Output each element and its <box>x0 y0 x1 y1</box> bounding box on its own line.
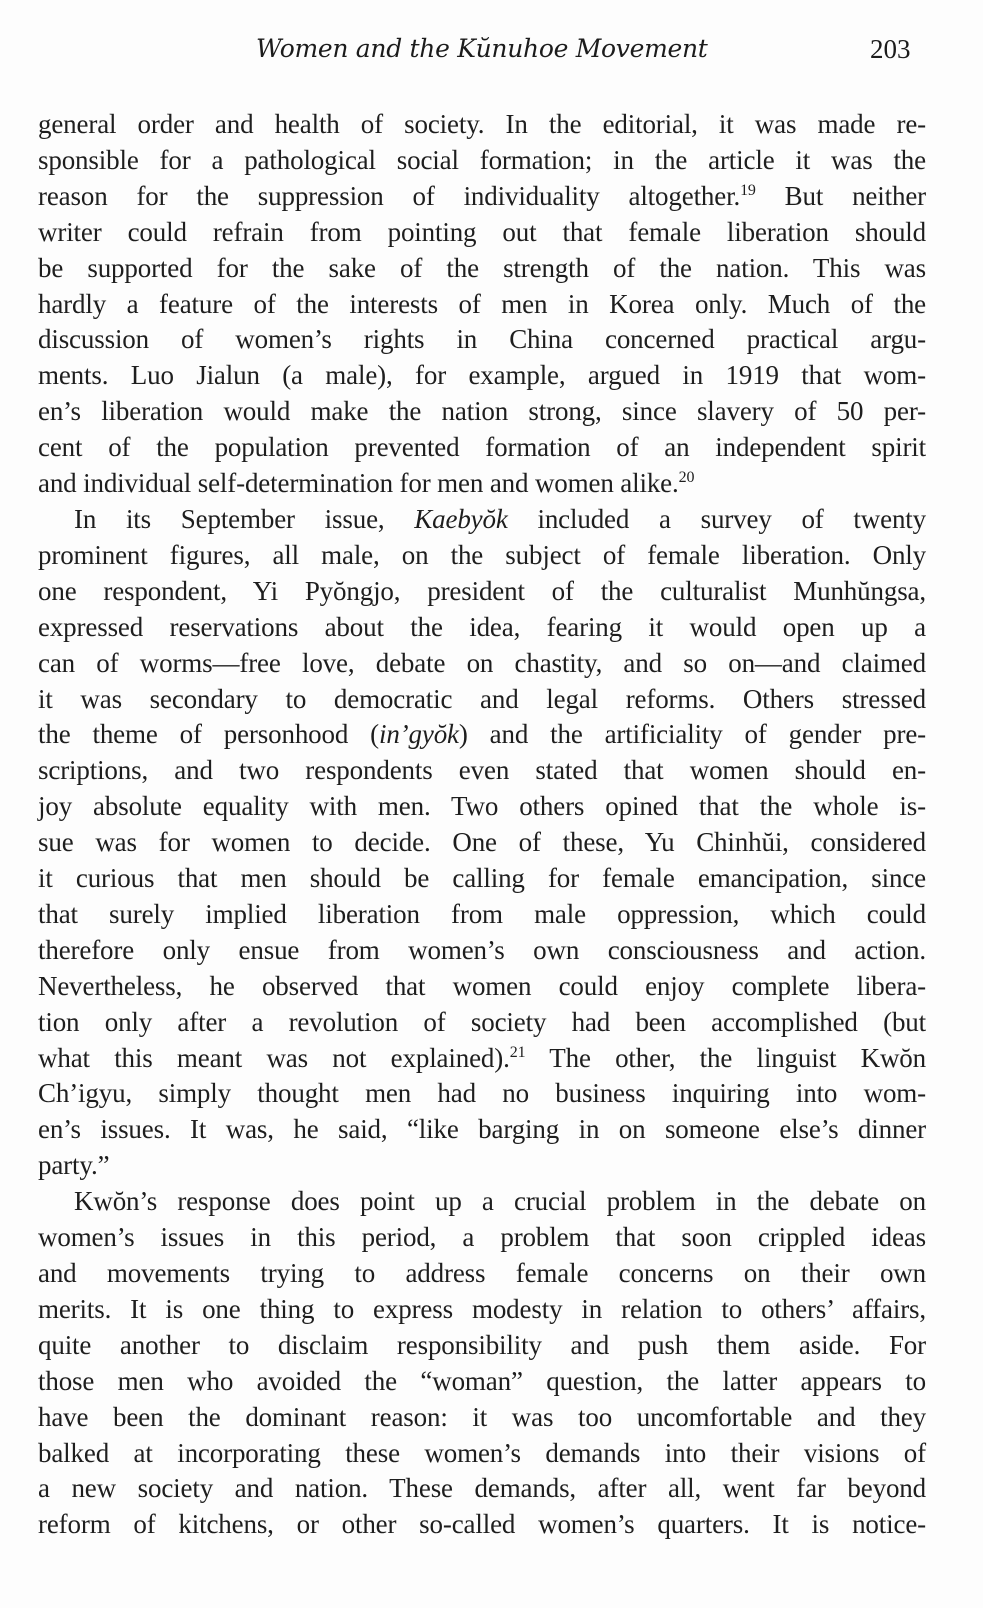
running-header-title: Women and the Kŭnuhoe Movement <box>256 34 708 63</box>
text-line: prominent figures, all male, on the subject of female liberation. Only <box>38 539 926 570</box>
italic-term: Kaebyŏk <box>414 503 508 534</box>
text-line: the theme of personhood (in’gyŏk) and the artificiality of gender pre- <box>38 719 926 750</box>
body-text <box>38 107 926 1543</box>
text-line: en’s liberation would make the nation strong, since slavery of 50 per- <box>38 396 926 427</box>
footnote-reference[interactable]: 20 <box>678 469 695 487</box>
text-line: it was secondary to democratic and legal reforms. Others stressed <box>38 683 926 714</box>
text-line: that surely implied liberation from male oppression, which could <box>38 898 926 929</box>
text-line: reason for the suppression of individuality altogether.$^{19}$ But neither <box>38 180 926 211</box>
text-line: ments. Luo Jialun (a male), for example, argued in 1919 that wom- <box>38 360 926 391</box>
text-line: be supported for the sake of the strength of the nation. This was <box>38 252 926 283</box>
text-line: Nevertheless, he observed that women could enjoy complete libera- <box>38 970 926 1001</box>
text-line: joy absolute equality with men. Two others opined that the whole is- <box>38 791 926 822</box>
text-line: party.” <box>38 1150 110 1181</box>
text-line: therefore only ensue from women’s own consciousness and action. <box>38 934 926 965</box>
text-line: reform of kitchens, or other so-called women’s quarters. It is notice- <box>38 1509 926 1540</box>
footnote-reference[interactable]: 19 <box>740 181 756 199</box>
text-line: sue was for women to decide. One of these, Yu Chinhŭi, considered <box>38 827 926 858</box>
text-line: and individual self-determination for men and women alike.$^{20}$ <box>38 468 695 499</box>
text-line: can of worms—free love, debate on chastity, and so on—and claimed <box>38 647 926 678</box>
text-line: expressed reservations about the idea, fearing it would open up a <box>38 611 926 642</box>
text-line: a new society and nation. These demands, after all, went far beyond <box>38 1473 926 1504</box>
text-line: Kwŏn’s response does point up a crucial problem in the debate on <box>74 1186 926 1217</box>
text-line: balked at incorporating these women’s demands into their visions of <box>38 1437 926 1468</box>
text-line: sponsible for a pathological social formation; in the article it was the <box>38 144 926 175</box>
text-line: what this meant was not explained).$^{21}$ The other, the linguist Kwŏn <box>38 1042 927 1073</box>
text-line: merits. It is one thing to express modesty in relation to others’ affairs, <box>38 1293 926 1324</box>
text-line: it curious that men should be calling for female emancipation, since <box>38 863 926 894</box>
page-number: 203 <box>870 34 911 64</box>
text-line: quite another to disclaim responsibility and push them aside. For <box>38 1329 926 1360</box>
text-line: one respondent, Yi Pyŏngjo, president of the culturalist Munhŭngsa, <box>38 575 926 606</box>
text-line: tion only after a revolution of society had been accomplished (but <box>38 1006 926 1037</box>
text-line: and movements trying to address female concerns on their own <box>38 1258 926 1288</box>
text-line: general order and health of society. In the editorial, it was made re- <box>38 109 926 139</box>
footnote-reference[interactable]: 21 <box>509 1043 526 1061</box>
text-line: en’s issues. It was, he said, “like barging in on someone else’s dinner <box>38 1114 926 1145</box>
text-line: hardly a feature of the interests of men in Korea only. Much of the <box>38 288 926 319</box>
text-line: cent of the population prevented formation of an independent spirit <box>38 432 926 463</box>
text-line: women’s issues in this period, a problem that soon crippled ideas <box>38 1222 926 1253</box>
text-line: In its September issue, Kaebyŏk included a survey of twenty <box>74 503 926 534</box>
text-line: scriptions, and two respondents even stated that women should en- <box>38 755 926 786</box>
text-line: writer could refrain from pointing out that female liberation should <box>38 216 926 247</box>
text-line: Ch’igyu, simply thought men had no business inquiring into wom- <box>38 1078 926 1109</box>
italic-term: in’gyŏk <box>378 719 459 750</box>
text-line: discussion of women’s rights in China concerned practical argu- <box>38 324 926 355</box>
text-line: have been the dominant reason: it was too uncomfortable and they <box>38 1401 926 1432</box>
text-line: those men who avoided the “woman” question, the latter appears to <box>38 1365 926 1396</box>
